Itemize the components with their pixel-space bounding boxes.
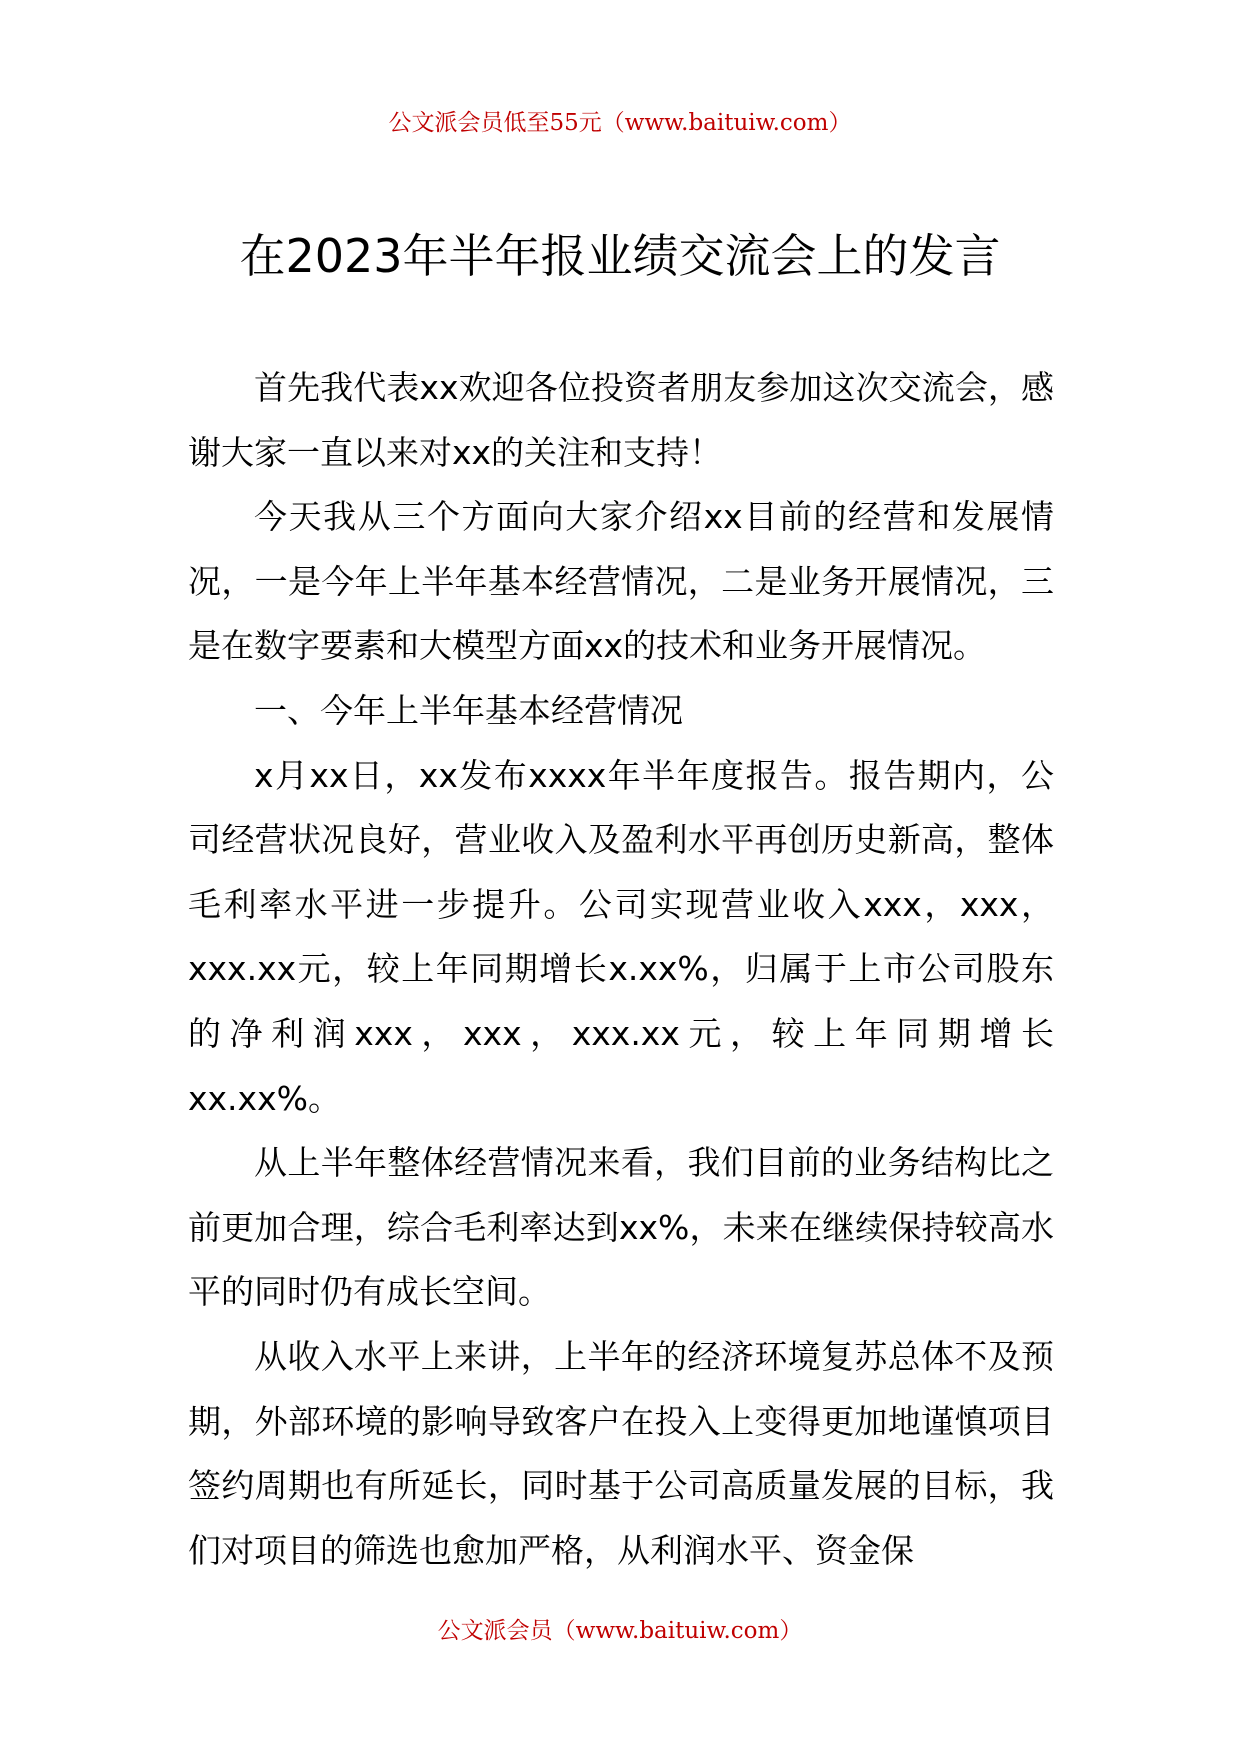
paragraph-structure: 从上半年整体经营情况来看，我们目前的业务结构比之前更加合理，综合毛利率达到xx%，未来在继续保持较高水平的同时仍有成长空间。 [188,1143,1054,1312]
paragraph-revenue: 从收入水平上来讲，上半年的经济环境复苏总体不及预期，外部环境的影响导致客户在投入上变得更加地谨慎项目签约周期也有所延长，同时基于公司高质量发展的目标，我们对项目的筛选也愈加严格，从利润水平、资金保 [188,1336,1054,1570]
document-title: 在2023年半年报业绩交流会上的发言 [239,229,1001,283]
document-body [188,356,1054,1583]
footer-banner: 公文派会员（www.baituiw.com） [437,1618,803,1644]
paragraph-greeting: 首先我代表xx欢迎各位投资者朋友参加这次交流会，感谢大家一直以来对xx的关注和支持！ [188,368,1054,472]
paragraph-overview: 今天我从三个方面向大家介绍xx目前的经营和发展情况，一是今年上半年基本经营情况，二是业务开展情况，三是在数字要素和大模型方面xx的技术和业务开展情况。 [188,497,1054,666]
header-banner: 公文派会员低至55元（www.baituiw.com） [388,110,852,136]
section-heading-1: 一、今年上半年基本经营情况 [254,690,683,730]
paragraph-report: x月xx日，xx发布xxxx年半年度报告。报告期内，公司经营状况良好，营业收入及盈利水平再创历史新高，整体毛利率水平进一步提升。公司实现营业收入xxx，xxx，xxx.xx元，较上年同期增长x.xx%，归属于上市公司股东的净利润xxx，xxx，xxx.xx元，较上年同期增长xx.xx%。 [188,755,1054,1118]
